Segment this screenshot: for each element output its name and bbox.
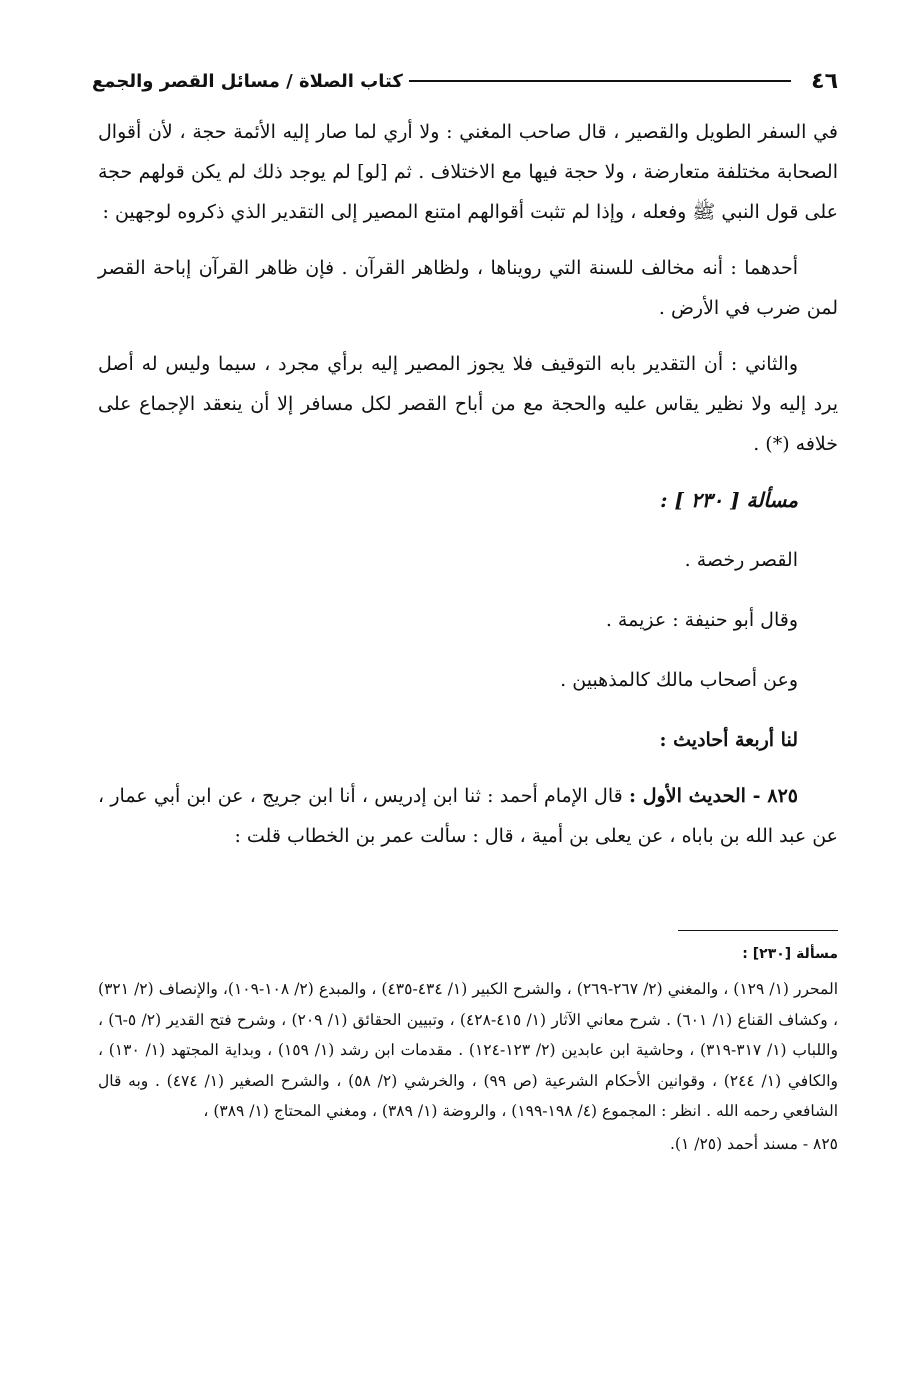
footnotes xyxy=(98,940,838,1159)
issue-line-3: وعن أصحاب مالك كالمذهبين . xyxy=(560,669,798,691)
paragraph-3: والثاني : أن التقدير بابه التوقيف فلا يجوز المصير إليه برأي مجرد ، سيما وليس له أصل يرد إليه ولا نظير يقاس عليه والحجة مع من أباح القصر لكل مسافر إلا أن ينعقد الإجماع على خلافه (*) . xyxy=(98,353,838,455)
paragraph-2: أحدهما : أنه مخالف للسنة التي رويناها ، ولظاهر القرآن . فإن ظاهر القرآن إباحة القصر لمن ضرب في الأرض . xyxy=(98,257,838,319)
issue-heading: مسألة [ ٢٣٠ ] : xyxy=(660,488,798,512)
hadith-lead: ٨٢٥ - الحديث الأول : xyxy=(628,785,798,807)
issue-line-4: لنا أربعة أحاديث : xyxy=(659,729,798,751)
header-rule xyxy=(409,80,791,82)
hadith-text: قال الإمام أحمد : ثنا ابن إدريس ، أنا ابن جريج ، عن ابن أبي عمار ، عن عبد الله بن باباه ، عن يعلى بن أمية ، قال : سألت عمر بن الخطاب قلت : xyxy=(98,785,838,847)
issue-line-2: وقال أبو حنيفة : عزيمة . xyxy=(605,609,798,631)
running-title: كتاب الصلاة / مسائل القصر والجمع xyxy=(92,70,403,92)
hadith-paragraph xyxy=(98,776,838,856)
footnote-rule xyxy=(678,930,838,931)
page-number: ٤٦ xyxy=(811,68,838,94)
main-text xyxy=(98,112,838,856)
footnote-label: مسألة [٢٣٠] : xyxy=(742,946,838,962)
paragraph-1: في السفر الطويل والقصير ، قال صاحب المغني : ولا أري لما صار إليه الأئمة حجة ، لأن أقوال الصحابة مختلفة متعارضة ، ولا حجة فيها مع الاختلاف . ثم [لو] لم يوجد ذلك لم يكن قولهم حجة على قول النبي ﷺ وفعله ، وإذا لم تثبت أقوالهم امتنع المصير إلى التقدير الذي ذكروه لوجهين : xyxy=(98,121,838,223)
footnote-text: المحرر (١/ ١٢٩) ، والمغني (٢/ ٢٦٧-٢٦٩) ، والشرح الكبير (١/ ٤٣٤-٤٣٥) ، والمبدع (٢/ ١٠٨-١٠٩)، والإنصاف (٢/ ٣٢١) ، وكشاف القناع (١/ ٦٠١) . شرح معاني الآثار (١/ ٤١٥-٤٢٨) ، وتبيين الحقائق (١/ ٢٠٩) ، وشرح فتح القدير (٢/ ٥-٦) ، واللباب (١/ ٣١٧-٣١٩) ، وحاشية ابن عابدين (٢/ ١٢٣-١٢٤) . مقدمات ابن رشد (١/ ١٥٩) ، وبداية المجتهد (١/ ١٣٠) ، والكافي (١/ ٢٤٤) ، وقوانين الأحكام الشرعية (ص ٩٩) ، والخرشي (٢/ ٥٨) ، والشرح الصغير (١/ ٤٧٤) . وبه قال الشافعي رحمه الله . انظر : المجموع (٤/ ١٩٨-١٩٩) ، والروضة (١/ ٣٨٩) ، ومغني المحتاج (١/ ٣٨٩) ، xyxy=(98,980,839,1120)
footnote-last: ٨٢٥ - مسند أحمد (٢٥/ ١). xyxy=(669,1134,838,1153)
page-header xyxy=(92,64,838,98)
issue-line-1: القصر رخصة . xyxy=(684,549,798,571)
